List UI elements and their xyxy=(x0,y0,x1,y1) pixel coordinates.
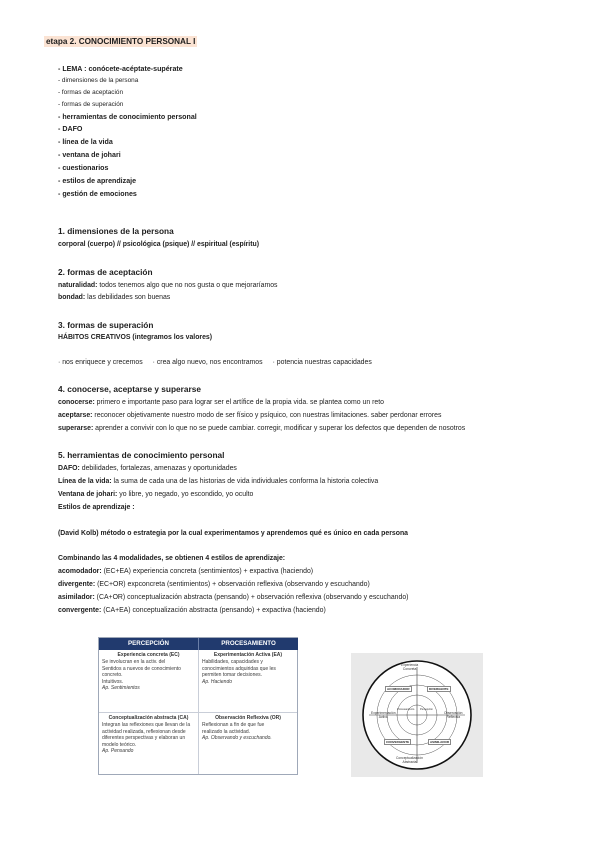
circle-label-top: Experiencia Concreta xyxy=(401,663,419,671)
outline-item: - cuestionarios xyxy=(58,164,109,172)
outline-item: - formas de superación xyxy=(58,101,124,108)
quadrant-asimilador: ASIMILADOR xyxy=(430,740,449,744)
quadrant-acomodador: ACOMODADOR xyxy=(387,687,410,691)
section-subheading: HÁBITOS CREATIVOS (integramos los valores) xyxy=(58,334,213,341)
cell-line: Se involucran en la activ. del xyxy=(102,659,166,666)
cell-line: permiten tomar decisiones. xyxy=(202,672,263,679)
outline-item: - ventana de johari xyxy=(58,151,121,159)
section-text: Línea de la vida: la suma de cada una de las historias de vida individuales conforma la historia colectiva xyxy=(58,478,379,485)
cell-line: Sentidos a nuevos de conocimiento xyxy=(102,665,181,672)
section-text: aceptarse: reconocer objetivamente nuestro modo de ser físico y psíquico, con nuestras limitaciones. saber perdonar errores xyxy=(58,412,442,419)
cell-line: Ap. Haciendo xyxy=(202,678,233,685)
table-header-processing: PROCESAMIENTO xyxy=(198,638,298,650)
section-text: Combinando las 4 modalidades, se obtienen 4 estilos de aprendizaje: xyxy=(58,555,286,562)
section-text: asimilador: (CA+OR) conceptualización abstracta (pensando) + observación reflexiva (observando y escuchando) xyxy=(58,594,409,601)
quadrant-divergente: DIVERGENTE xyxy=(429,687,449,691)
cell-line: Ap. Pensando xyxy=(102,748,134,755)
outline-item: - DAFO xyxy=(58,125,83,133)
cell-line: conocimientos adquiridas que les xyxy=(202,665,276,672)
table-cell xyxy=(99,650,198,693)
section-text: divergente: (EC+OR) expconcreta (sentimientos) + observación reflexiva (observando y escuchando) xyxy=(58,581,370,588)
cell-line: actividad realizada, reflexionan desde xyxy=(102,728,186,735)
section-text: acomodador: (EC+EA) experiencia concreta (sentimientos) + expactiva (haciendo) xyxy=(58,568,314,575)
circle-label-bottom: Conceptualización Abstracta xyxy=(396,756,423,764)
cell-line: concreto. xyxy=(102,672,123,679)
section-text: · nos enriquece y crecemos · crea algo nuevo, nos encontramos · potencia nuestras capacidades xyxy=(58,359,372,366)
outline-item: - dimensiones de la persona xyxy=(58,77,139,84)
outline-item: - estilos de aprendizaje xyxy=(58,177,137,185)
cell-line: Reflexionan a fin de que fue xyxy=(202,722,265,729)
cell-title: Experimentación Activa (EA) xyxy=(213,652,283,658)
cell-line: modelo teórico. xyxy=(102,741,137,748)
section-text: convergente: (CA+EA) conceptualización abstracta (pensando) + expactiva (haciendo) xyxy=(58,607,326,614)
table-cell xyxy=(199,650,297,687)
center-label-perception: Percepción xyxy=(420,708,433,711)
section-text: naturalidad: todos tenemos algo que no nos gusta o que mejoraríamos xyxy=(58,282,278,289)
outline-item-lema: - LEMA : conócete-acéptate-supérate xyxy=(58,65,183,73)
cell-title: Conceptualización abstracta (CA) xyxy=(108,715,189,721)
section-text: (David Kolb) método o estrategia por la cual experimentamos y aprendemos qué es único en cada persona xyxy=(58,530,408,537)
section-heading: 4. conocerse, aceptarse y superarse xyxy=(58,384,201,394)
section-text: Ventana de johari: yo libre, yo negado, yo escondido, yo oculto xyxy=(58,491,254,498)
outline-item: - línea de la vida xyxy=(58,138,113,146)
outline-item: - herramientas de conocimiento personal xyxy=(58,113,197,121)
center-label-processing: Procesamiento xyxy=(397,708,415,711)
cell-line: Ap. Observando y escuchando. xyxy=(202,735,272,742)
section-heading: 5. herramientas de conocimiento personal xyxy=(58,450,225,460)
section-text: superarse: aprender a convivir con lo que no se puede cambiar. corregir, modificar y superar los defectos que dependen de nosotros xyxy=(58,425,466,432)
table-cell xyxy=(199,713,297,744)
circle-label-left: Experimentación Activa xyxy=(371,711,396,719)
cell-line: Habilidades, capacidades y xyxy=(202,659,263,666)
section-heading: 3. formas de superación xyxy=(58,320,154,330)
outline-item: - gestión de emociones xyxy=(58,190,137,198)
cell-line: diferentes perspectivas y elaboran un xyxy=(102,735,186,742)
cell-line: Ap. Sentimientos xyxy=(102,685,140,692)
circle-label-right: Observación Reflexiva xyxy=(444,711,463,719)
learning-modes-table xyxy=(98,637,298,775)
section-text: corporal (cuerpo) // psicológica (psique) // espiritual (espíritu) xyxy=(58,241,260,248)
table-header-perception: PERCEPCIÓN xyxy=(99,638,198,650)
cell-title: Observación Reflexiva (OR) xyxy=(215,715,281,721)
quadrant-convergente: CONVERGENTE xyxy=(386,740,410,744)
section-heading: 2. formas de aceptación xyxy=(58,267,153,277)
cell-line: Intuitivos. xyxy=(102,678,124,685)
page-title: etapa 2. CONOCIMIENTO PERSONAL I xyxy=(46,37,196,46)
section-heading: 1. dimensiones de la persona xyxy=(58,226,174,236)
cell-title: Experiencia concreta (EC) xyxy=(117,652,180,658)
section-text: conocerse: primero e importante paso para lograr ser el artífice de la propia vida. se plantea como un reto xyxy=(58,399,384,406)
section-text: Estilos de aprendizaje : xyxy=(58,504,135,511)
cell-line: Integran las reflexiones que llevan de la xyxy=(102,722,191,729)
cell-line: realizado la actividad. xyxy=(202,728,251,735)
kolb-cycle-diagram xyxy=(351,653,483,777)
section-text: DAFO: debilidades, fortalezas, amenazas y oportunidades xyxy=(58,465,237,472)
table-cell xyxy=(99,713,198,756)
section-text: bondad: las debilidades son buenas xyxy=(58,294,171,301)
outline-item: - formas de aceptación xyxy=(58,89,124,96)
